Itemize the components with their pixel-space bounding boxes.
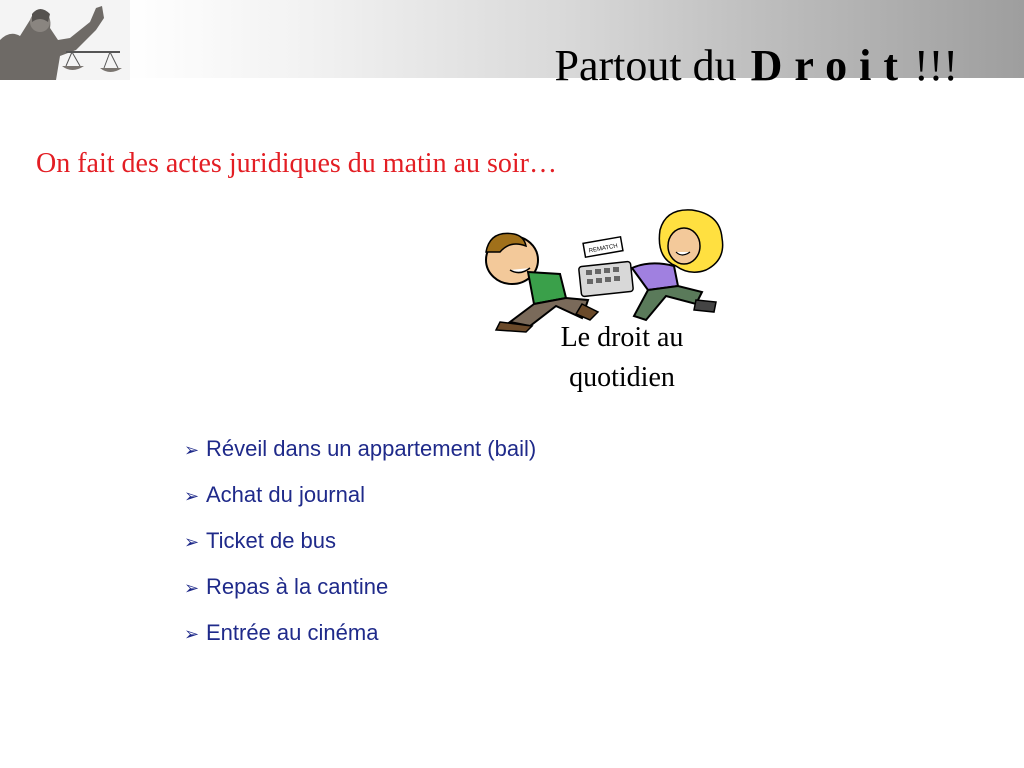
title-prefix: Partout du bbox=[554, 41, 737, 90]
arrow-bullet-icon: ➢ bbox=[184, 532, 200, 552]
bullet-list bbox=[184, 436, 536, 666]
list-item bbox=[184, 528, 536, 574]
bullet-text: Réveil dans un appartement (bail) bbox=[206, 436, 537, 461]
illustration-caption: Le droit au quotidien bbox=[560, 322, 684, 393]
tug-of-war-cartoon bbox=[470, 200, 740, 335]
list-item bbox=[184, 482, 536, 528]
bullet-text: Entrée au cinéma bbox=[206, 620, 379, 645]
bullet-text: Ticket de bus bbox=[206, 528, 337, 553]
slide-subtitle: On fait des actes juridiques du matin au soir… bbox=[36, 148, 557, 179]
bullet-text: Achat du journal bbox=[206, 482, 365, 507]
slide-title bbox=[0, 41, 958, 90]
title-emphasis: Droit bbox=[750, 41, 911, 90]
bullet-text: Repas à la cantine bbox=[206, 574, 389, 599]
title-suffix: !!! bbox=[914, 41, 958, 90]
cartoon-sign: REMATCH bbox=[588, 243, 619, 255]
list-item bbox=[184, 436, 536, 482]
arrow-bullet-icon: ➢ bbox=[184, 624, 200, 644]
list-item bbox=[184, 620, 536, 666]
arrow-bullet-icon: ➢ bbox=[184, 578, 200, 598]
list-item bbox=[184, 574, 536, 620]
arrow-bullet-icon: ➢ bbox=[184, 486, 200, 506]
arrow-bullet-icon: ➢ bbox=[184, 440, 200, 460]
